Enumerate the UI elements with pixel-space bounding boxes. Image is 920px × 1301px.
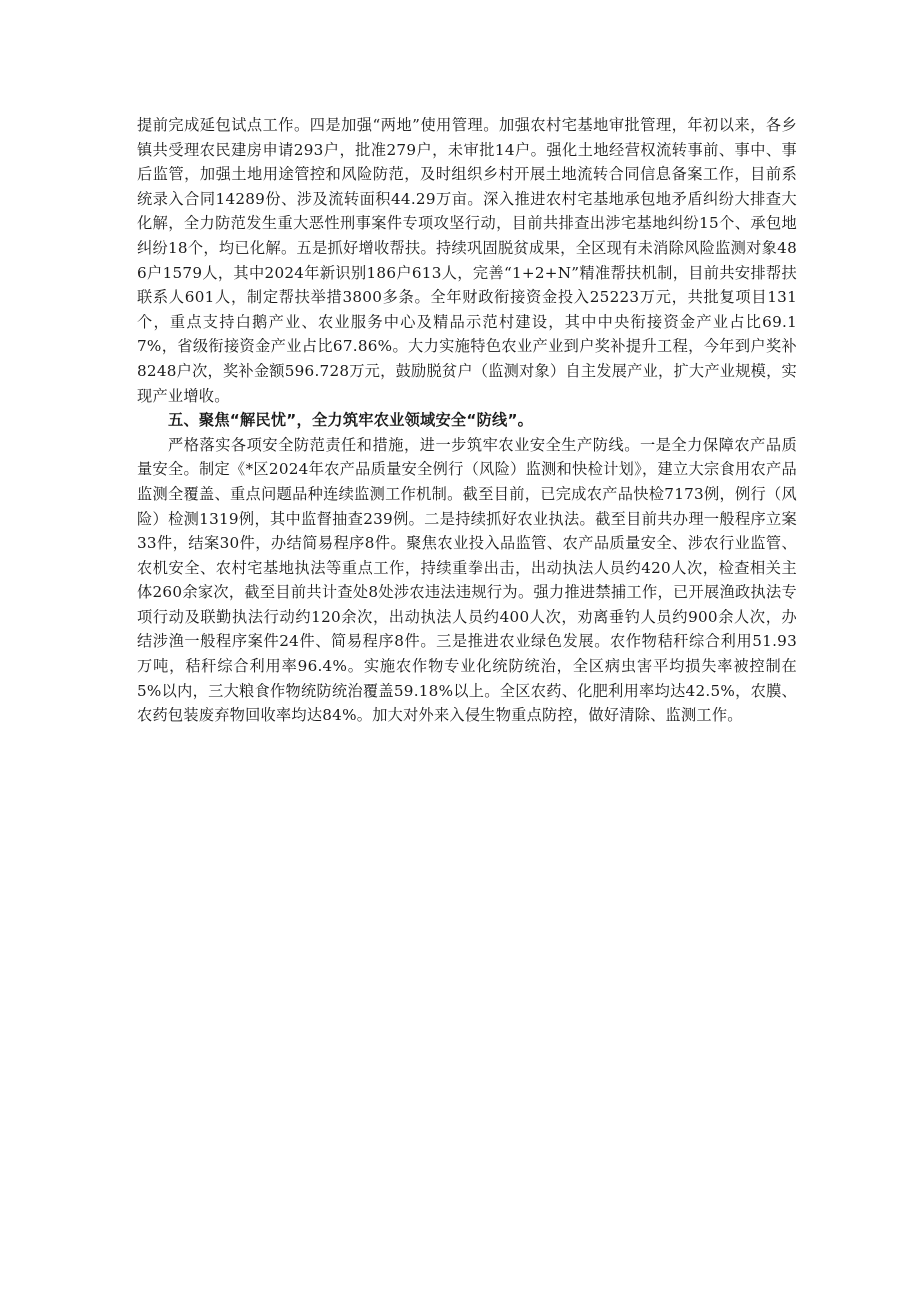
paragraph-land-use-and-poverty-assistance: 提前完成延包试点工作。四是加强“两地”使用管理。加强农村宅基地审批管理，年初以来，各乡镇共受理农民建房申请293户，批准279户，未审批14户。强化土地经营权流转事前、事中、事后监管，加强土地用途管控和风险防范，及时组织乡村开展土地流转合同信息备案工作，目前系统录入合同14289份、涉及流转面积44.29万亩。深入推进农村宅基地承包地矛盾纠纷大排查大化解，全力防范发生重大恶性刑事案件专项攻坚行动，目前共排查出涉宅基地纠纷15个、承包地纠纷18个，均已化解。五是抓好增收帮扶。持续巩固脱贫成果，全区现有未消除风险监测对象486户1579人，其中2024年新识别186户613人，完善“1+2+N”精准帮扶机制，目前共安排帮扶联系人601人，制定帮扶举措3800多条。全年财政衔接资金投入25223万元，共批复项目131个，重点支持白鹅产业、农业服务中心及精品示范村建设，其中中央衔接资金产业占比69.17%，省级衔接资金产业占比67.86%。大力实施特色农业产业到户奖补提升工程，今年到户奖补8248户次，奖补金额596.728万元，鼓励脱贫户（监测对象）自主发展产业，扩大产业规模，实现产业增收。 [137,116,797,405]
paragraph-agricultural-safety: 严格落实各项安全防范责任和措施，进一步筑牢农业安全生产防线。一是全力保障农产品质量安全。制定《*区2024年农产品质量安全例行（风险）监测和快检计划》，建立大宗食用农产品监测全覆盖、重点问题品种连续监测工作机制。截至目前，已完成农产品快检7173例，例行（风险）检测1319例，其中监督抽查239例。二是持续抓好农业执法。截至目前共办理一般程序立案33件，结案30件，办结简易程序8件。聚焦农业投入品监管、农产品质量安全、涉农行业监管、农机安全、农村宅基地执法等重点工作，持续重拳出击，出动执法人员约420人次，检查相关主体260余家次，截至目前共计查处8处涉农违法违规行为。强力推进禁捕工作，已开展渔政执法专项行动及联勤执法行动约120余次，出动执法人员约400人次，劝离垂钓人员约900余人次，办结涉渔一般程序案件24件、简易程序8件。三是推进农业绿色发展。农作物秸秆综合利用51.93万吨，秸秆综合利用率96.4%。实施农作物专业化统防统治，全区病虫害平均损失率被控制在5%以内，三大粮食作物统防统治覆盖59.18%以上。全区农药、化肥利用率均达42.5%，农膜、农药包装废弃物回收率均达84%。加大对外来入侵生物重点防控，做好清除、监测工作。 [137,435,797,725]
section-heading-agricultural-safety: 五、聚焦“解民忧”，全力筑牢农业领域安全“防线”。 [168,411,534,430]
document-body [137,113,797,728]
